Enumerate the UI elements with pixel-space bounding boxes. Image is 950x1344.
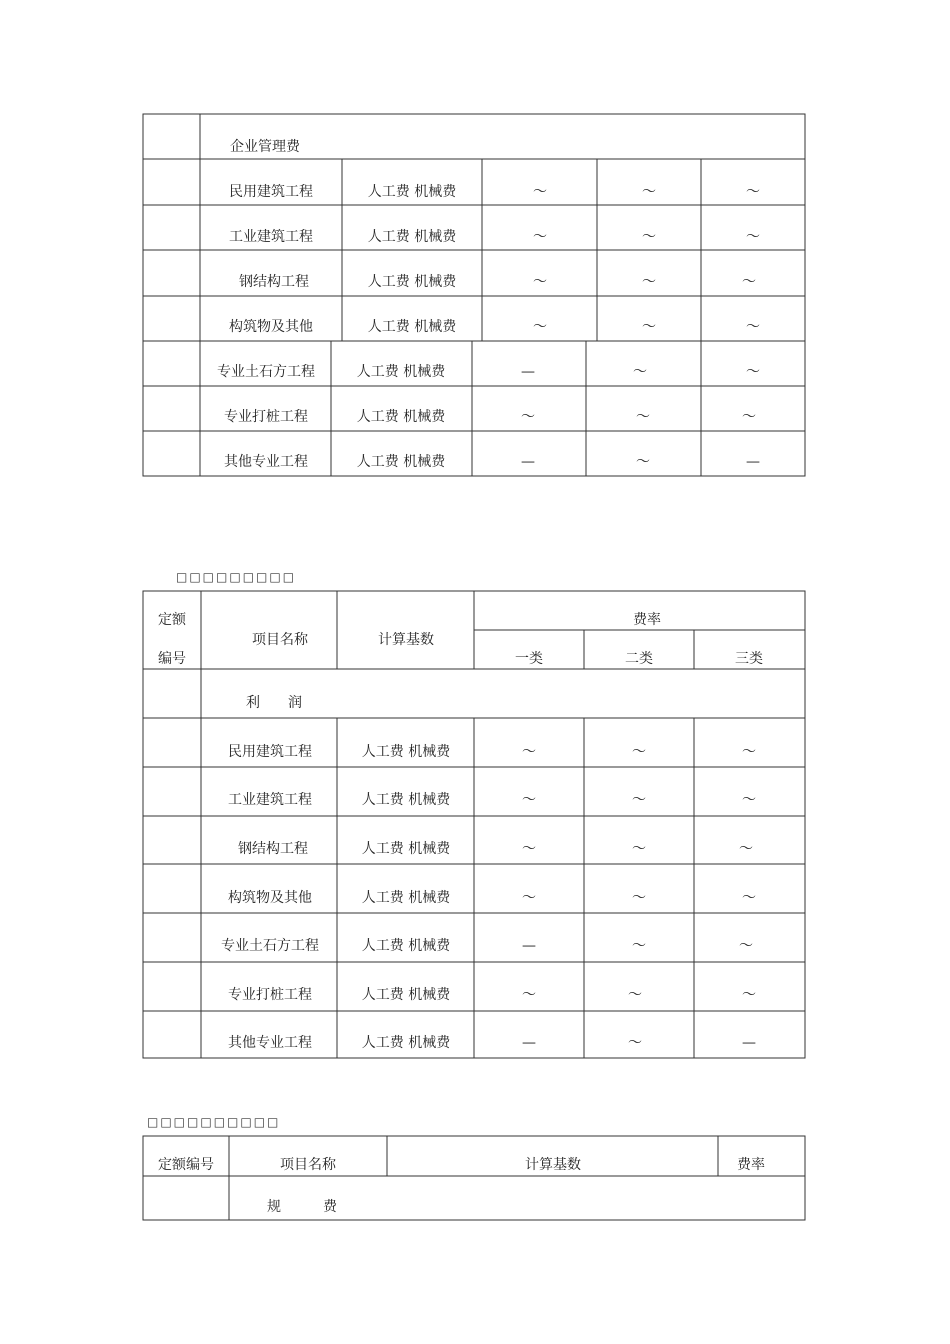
table2-header-code-line1: 定额 — [158, 612, 186, 628]
table1-item-name: 钢结构工程 — [239, 274, 309, 290]
table2-rate-class1: ～ — [522, 987, 536, 1003]
table1-rate-class1: ～ — [521, 409, 535, 425]
table2-rate-class3: ～ — [739, 938, 753, 954]
table2-rate-class2: ～ — [632, 938, 646, 954]
table1-calc-base: 人工费 机械费 — [356, 364, 446, 380]
table2-rate-class2: ～ — [632, 792, 646, 808]
table3-header-code: 定额编号 — [158, 1157, 214, 1173]
table1-rate-class2: ～ — [642, 319, 656, 335]
table1-rate-class1: ～ — [533, 319, 547, 335]
table2-calc-base: 人工费 机械费 — [361, 792, 451, 808]
table2-rate-class3: ～ — [739, 841, 753, 857]
table1-rate-class2: ～ — [642, 229, 656, 245]
table3-header-base: 计算基数 — [525, 1157, 581, 1173]
table2-rate-class2: ～ — [628, 987, 642, 1003]
table2-header-name: 项目名称 — [252, 632, 308, 648]
table2-header-class2: 二类 — [625, 651, 653, 667]
table1-rate-class1: ～ — [533, 229, 547, 245]
table2-calc-base: 人工费 机械费 — [361, 1035, 451, 1051]
table2-rate-class1: ～ — [522, 890, 536, 906]
table1-item-name: 其他专业工程 — [224, 454, 308, 470]
table1-calc-base: 人工费 机械费 — [367, 184, 457, 200]
table2-item-name: 工业建筑工程 — [228, 792, 312, 808]
table1-rate-class3: — — [746, 454, 760, 470]
table2-rate-class1: ～ — [522, 841, 536, 857]
table1-rate-class3: ～ — [742, 409, 756, 425]
table1-item-name: 工业建筑工程 — [229, 229, 313, 245]
table1-rate-class1: ～ — [533, 184, 547, 200]
table1-item-name: 构筑物及其他 — [229, 319, 313, 335]
table2-header-base: 计算基数 — [378, 632, 434, 648]
table3-section-title: 规 费 — [267, 1199, 337, 1215]
table2-rate-class2: ～ — [628, 1035, 642, 1051]
table1-rate-class1: ～ — [533, 274, 547, 290]
table2-item-name: 构筑物及其他 — [228, 890, 312, 906]
table2-item-name: 钢结构工程 — [238, 841, 308, 857]
table1-calc-base: 人工费 机械费 — [356, 454, 446, 470]
table2-header-class3: 三类 — [735, 651, 763, 667]
table2-calc-base: 人工费 机械费 — [361, 841, 451, 857]
table2-header-rate: 费率 — [633, 612, 661, 628]
table1-calc-base: 人工费 机械费 — [367, 319, 457, 335]
table1-calc-base: 人工费 机械费 — [367, 229, 457, 245]
table2-rate-class1: — — [522, 938, 536, 954]
table1-item-name: 民用建筑工程 — [229, 184, 313, 200]
table2-rate-class3: — — [742, 1035, 756, 1051]
table2-rate-class3: ～ — [742, 987, 756, 1003]
table2-rate-class1: ～ — [522, 744, 536, 760]
table1-section-title: 企业管理费 — [230, 139, 300, 155]
table1-rate-class2: ～ — [633, 364, 647, 380]
table1-rate-class1: — — [521, 364, 535, 380]
table1-rate-class2: ～ — [642, 184, 656, 200]
table2-item-name: 专业土石方工程 — [221, 938, 319, 954]
table1-rate-class3: ～ — [746, 229, 760, 245]
table2-rate-class2: ～ — [632, 890, 646, 906]
table2-header-code-line2: 编号 — [158, 651, 186, 667]
table1-rate-class2: ～ — [636, 454, 650, 470]
table1-rate-class3: ～ — [742, 274, 756, 290]
table2-item-name: 民用建筑工程 — [228, 744, 312, 760]
table2-calc-base: 人工费 机械费 — [361, 744, 451, 760]
table2-calc-base: 人工费 机械费 — [361, 938, 451, 954]
table2-section-title: 利 润 — [246, 695, 302, 711]
table2-rate-class2: ～ — [632, 841, 646, 857]
table1-rate-class2: ～ — [642, 274, 656, 290]
table2-calc-base: 人工费 机械费 — [361, 987, 451, 1003]
table1-rate-class1: — — [521, 454, 535, 470]
table2-header-class1: 一类 — [515, 651, 543, 667]
table1-rate-class2: ～ — [636, 409, 650, 425]
table2-calc-base: 人工费 机械费 — [361, 890, 451, 906]
table1-rate-class3: ～ — [746, 184, 760, 200]
table1-item-name: 专业土石方工程 — [217, 364, 315, 380]
table1-rate-class3: ～ — [746, 364, 760, 380]
table2-rate-class1: ～ — [522, 792, 536, 808]
table2-rate-class3: ～ — [742, 792, 756, 808]
table1-item-name: 专业打桩工程 — [224, 409, 308, 425]
table2-item-name: 其他专业工程 — [228, 1035, 312, 1051]
table2-caption: □□□□□□□□□ — [176, 570, 297, 584]
table3-header-rate: 费率 — [737, 1157, 765, 1173]
table1-calc-base: 人工费 机械费 — [367, 274, 457, 290]
table2-rate-class3: ～ — [742, 890, 756, 906]
table2-rate-class2: ～ — [632, 744, 646, 760]
table1-rate-class3: ～ — [746, 319, 760, 335]
table2-rate-class3: ～ — [742, 744, 756, 760]
table2-rate-class1: — — [522, 1035, 536, 1051]
table3-caption: □□□□□□□□□□ — [147, 1115, 281, 1129]
table1-calc-base: 人工费 机械费 — [356, 409, 446, 425]
table2-item-name: 专业打桩工程 — [228, 987, 312, 1003]
table3-header-name: 项目名称 — [280, 1157, 336, 1173]
